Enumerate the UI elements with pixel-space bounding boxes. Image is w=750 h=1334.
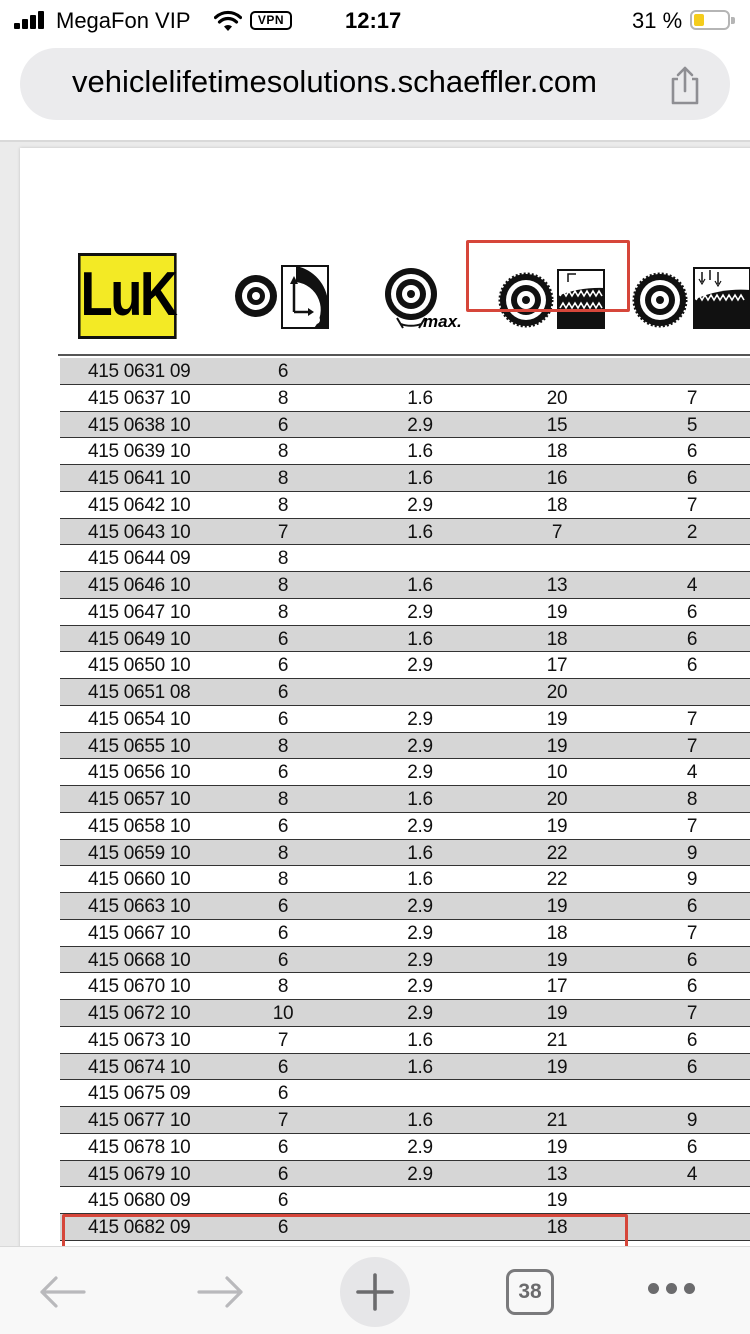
part-number-cell: 415 0657 10 bbox=[88, 789, 191, 810]
table-row bbox=[60, 599, 750, 626]
wear-cell: 6 bbox=[686, 441, 698, 463]
address-bar[interactable] bbox=[20, 48, 730, 120]
teeth-cell: 18 bbox=[546, 494, 568, 516]
battery-icon bbox=[690, 10, 730, 30]
max-runout-cell: 2.9 bbox=[407, 735, 433, 757]
bolt-count-cell: 8 bbox=[277, 548, 289, 570]
max-runout-cell: 2.9 bbox=[407, 414, 433, 436]
table-row bbox=[60, 947, 750, 974]
table-row bbox=[60, 1187, 750, 1214]
bolt-count-cell: 8 bbox=[277, 869, 289, 891]
wear-cell: 5 bbox=[686, 414, 698, 436]
bolt-count-cell: 6 bbox=[277, 1136, 289, 1158]
teeth-cell: 16 bbox=[546, 468, 568, 489]
max-runout-cell: 1.6 bbox=[407, 869, 433, 891]
table-row bbox=[60, 1080, 750, 1107]
wear-cell: 7 bbox=[686, 494, 698, 516]
part-number-cell: 415 0675 09 bbox=[88, 1083, 191, 1105]
bolt-count-cell: 6 bbox=[277, 682, 289, 703]
vpn-badge: VPN bbox=[250, 11, 292, 30]
teeth-cell: 20 bbox=[546, 387, 568, 409]
table-row bbox=[60, 1000, 750, 1027]
teeth-cell: 15 bbox=[546, 414, 568, 436]
browser-toolbar bbox=[0, 1246, 750, 1334]
table-row bbox=[60, 545, 750, 572]
max-runout-cell: 1.6 bbox=[407, 1056, 433, 1078]
bolt-count-cell: 7 bbox=[277, 1029, 289, 1051]
max-runout-cell: 2.9 bbox=[407, 949, 433, 971]
wear-cell: 7 bbox=[686, 815, 698, 837]
max-runout-cell: 1.6 bbox=[407, 1110, 433, 1131]
max-runout-cell: 2.9 bbox=[407, 708, 433, 730]
arrow-right-icon[interactable] bbox=[195, 1275, 245, 1309]
teeth-cell: 19 bbox=[546, 1190, 568, 1212]
teeth-cell: 19 bbox=[546, 949, 568, 971]
max-runout-cell: 2.9 bbox=[407, 762, 433, 784]
teeth-cell: 17 bbox=[546, 976, 568, 998]
part-number-cell: 415 0644 09 bbox=[88, 548, 191, 570]
wear-cell: 6 bbox=[686, 1029, 698, 1051]
teeth-cell: 19 bbox=[546, 1136, 568, 1158]
bolt-count-cell: 6 bbox=[277, 762, 289, 784]
table-row bbox=[60, 1134, 750, 1161]
part-number-cell: 415 0642 10 bbox=[88, 494, 191, 516]
wear-cell: 7 bbox=[686, 387, 698, 409]
max-runout-cell: 2.9 bbox=[407, 922, 433, 944]
more-dots-icon[interactable] bbox=[648, 1283, 696, 1297]
part-number-cell: 415 0673 10 bbox=[88, 1029, 191, 1051]
teeth-cell: 18 bbox=[546, 628, 568, 650]
part-number-cell: 415 0641 10 bbox=[88, 468, 191, 489]
part-number-cell: 415 0643 10 bbox=[88, 521, 191, 543]
wear-cell: 9 bbox=[686, 1110, 698, 1131]
cellular-signal-icon bbox=[14, 11, 46, 29]
table-row bbox=[60, 492, 750, 519]
part-number-cell: 415 0650 10 bbox=[88, 655, 191, 677]
bolt-count-cell: 8 bbox=[277, 387, 289, 409]
flywheel-wear-icon bbox=[632, 266, 750, 330]
max-runout-cell: 2.9 bbox=[407, 976, 433, 998]
max-runout-cell: 2.9 bbox=[407, 494, 433, 516]
bolt-count-cell: 6 bbox=[277, 922, 289, 944]
max-runout-cell: 1.6 bbox=[407, 521, 433, 543]
part-number-cell: 415 0674 10 bbox=[88, 1056, 191, 1078]
table-row bbox=[60, 706, 750, 733]
bolt-count-cell: 6 bbox=[277, 628, 289, 650]
teeth-cell: 19 bbox=[546, 896, 568, 917]
max-runout-cell: 2.9 bbox=[407, 1003, 433, 1024]
share-icon[interactable] bbox=[668, 65, 702, 105]
bolt-count-cell: 8 bbox=[277, 735, 289, 757]
table-row bbox=[60, 358, 750, 385]
table-row bbox=[60, 1027, 750, 1054]
table-row bbox=[60, 1161, 750, 1188]
teeth-cell: 19 bbox=[546, 601, 568, 623]
bolt-count-cell: 8 bbox=[277, 468, 289, 489]
bolt-count-cell: 6 bbox=[277, 708, 289, 730]
part-number-cell: 415 0663 10 bbox=[88, 896, 191, 917]
table-row bbox=[60, 465, 750, 492]
wear-cell: 4 bbox=[686, 575, 698, 596]
part-number-cell: 415 0656 10 bbox=[88, 762, 191, 784]
max-runout-cell: 2.9 bbox=[407, 1136, 433, 1158]
url-text[interactable]: vehiclelifetimesolutions.schaeffler.com bbox=[72, 64, 597, 99]
part-number-cell: 415 0672 10 bbox=[88, 1003, 191, 1024]
wear-cell: 2 bbox=[686, 521, 698, 543]
teeth-cell: 18 bbox=[546, 441, 568, 463]
part-number-cell: 415 0647 10 bbox=[88, 601, 191, 623]
teeth-cell: 13 bbox=[546, 1163, 568, 1185]
teeth-cell: 19 bbox=[546, 1003, 568, 1024]
bolt-count-cell: 6 bbox=[277, 361, 289, 382]
bolt-count-cell: 10 bbox=[272, 1003, 294, 1024]
table-row bbox=[60, 572, 750, 599]
table-row bbox=[60, 519, 750, 546]
teeth-cell: 21 bbox=[546, 1029, 568, 1051]
table-row bbox=[60, 438, 750, 465]
arrow-left-icon[interactable] bbox=[38, 1275, 88, 1309]
wear-cell: 4 bbox=[686, 1163, 698, 1185]
teeth-cell: 22 bbox=[546, 869, 568, 891]
max-runout-cell: 1.6 bbox=[407, 441, 433, 463]
bolt-count-cell: 6 bbox=[277, 655, 289, 677]
wear-cell: 6 bbox=[686, 1056, 698, 1078]
wear-cell: 6 bbox=[686, 601, 698, 623]
max-runout-cell: 2.9 bbox=[407, 1163, 433, 1185]
flywheel-bolt-icon bbox=[234, 262, 330, 330]
table-row bbox=[60, 813, 750, 840]
battery-percentage: 31 % bbox=[632, 8, 683, 33]
max-runout-cell: 1.6 bbox=[407, 1029, 433, 1051]
bolt-count-cell: 6 bbox=[277, 1217, 289, 1238]
teeth-cell: 18 bbox=[546, 1217, 568, 1238]
part-number-cell: 415 0646 10 bbox=[88, 575, 191, 596]
bolt-count-cell: 7 bbox=[277, 521, 289, 543]
part-number-cell: 415 0651 08 bbox=[88, 682, 191, 703]
part-number-cell: 415 0682 09 bbox=[88, 1217, 191, 1238]
table-row bbox=[60, 412, 750, 439]
max-runout-cell: 2.9 bbox=[407, 815, 433, 837]
part-number-cell: 415 0638 10 bbox=[88, 414, 191, 436]
wear-cell: 7 bbox=[686, 735, 698, 757]
wear-cell: 4 bbox=[686, 762, 698, 784]
status-bar bbox=[0, 0, 750, 44]
teeth-cell: 13 bbox=[546, 575, 568, 596]
wifi-icon bbox=[214, 10, 242, 32]
max-runout-cell: 1.6 bbox=[407, 842, 433, 864]
column-highlight-box bbox=[466, 240, 630, 312]
max-runout-cell: 2.9 bbox=[407, 601, 433, 623]
wear-cell: 6 bbox=[686, 896, 698, 917]
part-number-cell: 415 0658 10 bbox=[88, 815, 191, 837]
teeth-cell: 17 bbox=[546, 655, 568, 677]
bolt-count-cell: 6 bbox=[277, 896, 289, 917]
bolt-count-cell: 8 bbox=[277, 976, 289, 998]
new-tab-button[interactable] bbox=[340, 1257, 410, 1327]
bolt-count-cell: 6 bbox=[277, 1190, 289, 1212]
wear-cell: 7 bbox=[686, 922, 698, 944]
teeth-cell: 19 bbox=[546, 815, 568, 837]
table-row bbox=[60, 786, 750, 813]
part-number-cell: 415 0679 10 bbox=[88, 1163, 191, 1185]
parts-table bbox=[60, 358, 750, 1241]
table-row bbox=[60, 759, 750, 786]
part-number-cell: 415 0670 10 bbox=[88, 976, 191, 998]
bolt-count-cell: 6 bbox=[277, 1056, 289, 1078]
table-row bbox=[60, 973, 750, 1000]
max-runout-cell: 1.6 bbox=[407, 387, 433, 409]
part-number-cell: 415 0654 10 bbox=[88, 708, 191, 730]
max-runout-cell: 1.6 bbox=[407, 575, 433, 596]
table-row bbox=[60, 1107, 750, 1134]
wear-cell: 8 bbox=[686, 789, 698, 810]
wear-cell: 9 bbox=[686, 842, 698, 864]
table-row bbox=[60, 733, 750, 760]
plus-icon bbox=[356, 1273, 394, 1311]
teeth-cell: 10 bbox=[546, 762, 568, 784]
teeth-cell: 21 bbox=[546, 1110, 568, 1131]
part-number-cell: 415 0639 10 bbox=[88, 441, 191, 463]
part-number-cell: 415 0649 10 bbox=[88, 628, 191, 650]
teeth-cell: 7 bbox=[551, 521, 563, 543]
teeth-cell: 20 bbox=[546, 682, 568, 703]
teeth-cell: 22 bbox=[546, 842, 568, 864]
bolt-count-cell: 8 bbox=[277, 842, 289, 864]
bolt-count-cell: 7 bbox=[277, 1110, 289, 1131]
wear-cell: 7 bbox=[686, 708, 698, 730]
bolt-count-cell: 8 bbox=[277, 789, 289, 810]
table-row bbox=[60, 840, 750, 867]
wear-cell: 6 bbox=[686, 976, 698, 998]
table-row bbox=[60, 893, 750, 920]
max-runout-cell: 1.6 bbox=[407, 628, 433, 650]
table-row bbox=[60, 626, 750, 653]
part-number-cell: 415 0659 10 bbox=[88, 842, 191, 864]
wear-cell: 9 bbox=[686, 869, 698, 891]
table-row bbox=[60, 920, 750, 947]
part-number-cell: 415 0637 10 bbox=[88, 387, 191, 409]
part-number-cell: 415 0677 10 bbox=[88, 1110, 191, 1131]
wear-cell: 6 bbox=[686, 468, 698, 489]
teeth-cell: 20 bbox=[546, 789, 568, 810]
wear-cell: 7 bbox=[686, 1003, 698, 1024]
bolt-count-cell: 6 bbox=[277, 1163, 289, 1185]
max-label: max. bbox=[423, 312, 462, 331]
wear-cell: 6 bbox=[686, 655, 698, 677]
table-row bbox=[60, 385, 750, 412]
max-runout-cell: 2.9 bbox=[407, 896, 433, 917]
table-row bbox=[60, 652, 750, 679]
table-header-rule bbox=[58, 354, 750, 356]
part-number-cell: 415 0667 10 bbox=[88, 922, 191, 944]
wear-cell: 6 bbox=[686, 628, 698, 650]
table-row bbox=[60, 866, 750, 893]
teeth-cell: 19 bbox=[546, 1056, 568, 1078]
bolt-count-cell: 6 bbox=[277, 949, 289, 971]
table-row bbox=[60, 1054, 750, 1081]
teeth-cell: 18 bbox=[546, 922, 568, 944]
bolt-count-cell: 6 bbox=[277, 815, 289, 837]
bolt-count-cell: 8 bbox=[277, 575, 289, 596]
part-number-cell: 415 0631 09 bbox=[88, 361, 191, 382]
max-runout-cell: 2.9 bbox=[407, 655, 433, 677]
part-number-cell: 415 0660 10 bbox=[88, 869, 191, 891]
bolt-count-cell: 8 bbox=[277, 441, 289, 463]
table-row bbox=[60, 679, 750, 706]
status-time: 12:17 bbox=[345, 8, 402, 33]
max-runout-cell: 1.6 bbox=[407, 468, 433, 489]
part-number-cell: 415 0680 09 bbox=[88, 1190, 191, 1212]
wear-cell: 6 bbox=[686, 949, 698, 971]
wear-cell: 6 bbox=[686, 1136, 698, 1158]
tab-count-button[interactable]: 38 bbox=[506, 1269, 554, 1315]
bolt-count-cell: 6 bbox=[277, 414, 289, 436]
luk-logo: LuK bbox=[78, 253, 177, 339]
bolt-count-cell: 6 bbox=[277, 1083, 289, 1105]
part-number-cell: 415 0655 10 bbox=[88, 735, 191, 757]
bolt-count-cell: 8 bbox=[277, 601, 289, 623]
max-runout-cell: 1.6 bbox=[407, 789, 433, 810]
bolt-count-cell: 8 bbox=[277, 494, 289, 516]
teeth-cell: 19 bbox=[546, 735, 568, 757]
part-number-cell: 415 0668 10 bbox=[88, 949, 191, 971]
part-number-cell: 415 0678 10 bbox=[88, 1136, 191, 1158]
teeth-cell: 19 bbox=[546, 708, 568, 730]
carrier-name: MegaFon VIP bbox=[56, 8, 191, 33]
